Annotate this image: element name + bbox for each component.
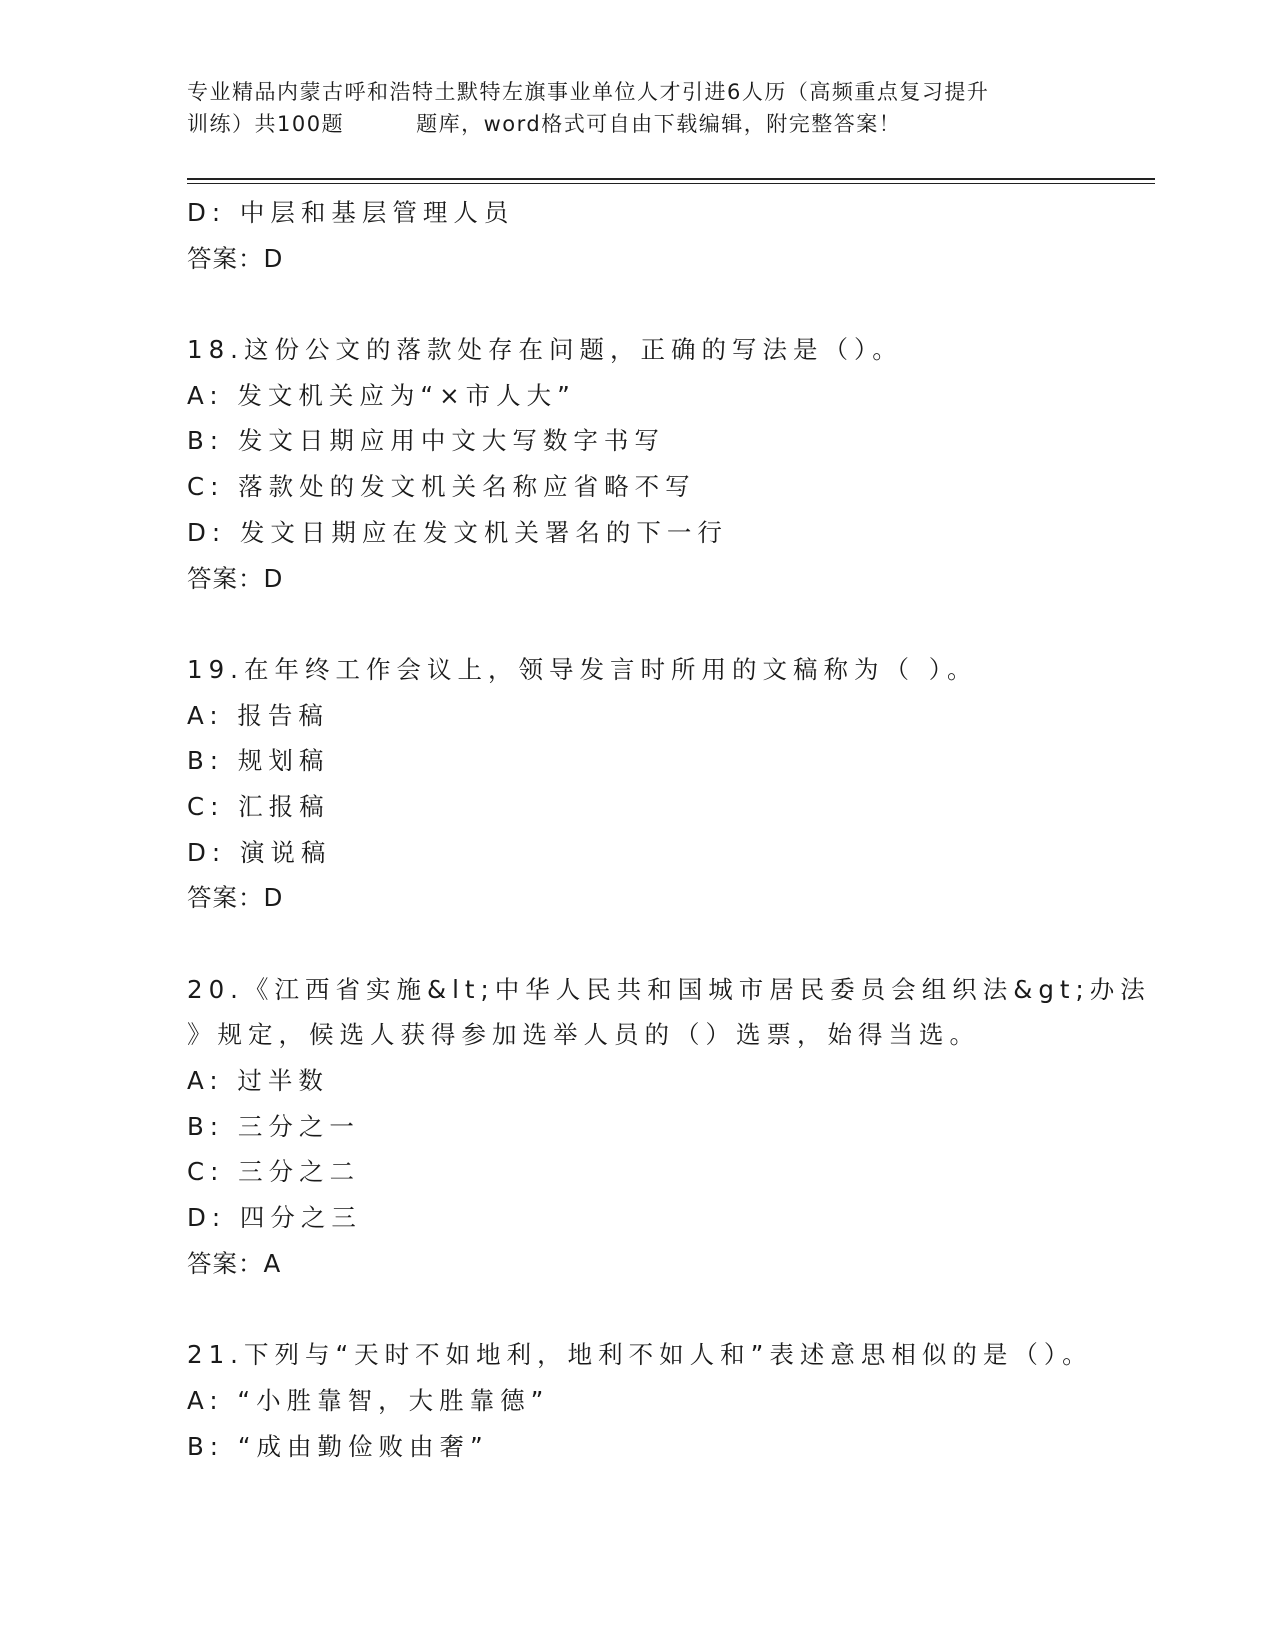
question-stem: 18.这份公文的落款处存在问题，正确的写法是（）。: [187, 335, 903, 365]
option-a: A: “小胜靠智，大胜靠德”: [187, 1385, 550, 1415]
header-divider-thick: [187, 178, 1155, 180]
option-d: D: 演说稿: [187, 837, 332, 867]
answer: 答案：A: [187, 1248, 282, 1278]
option-a: A: 发文机关应为“×市人大”: [187, 380, 576, 410]
header-title-line-1: 专业精品内蒙古呼和浩特土默特左旗事业单位人才引进6人历（高频重点复习提升: [187, 80, 990, 104]
question-stem-line-2: 》规定，候选人获得参加选举人员的（）选票，始得当选。: [187, 1020, 980, 1050]
question-stem: 21.下列与“天时不如地利，地利不如人和”表述意思相似的是（）。: [187, 1340, 1093, 1370]
question-18: [187, 327, 1147, 601]
header-title-part-a: 训练）共100题: [187, 112, 345, 136]
question-list: [187, 190, 1151, 1469]
question-stem: 19.在年终工作会议上，领导发言时所用的文稿称为（ ）。: [187, 654, 978, 684]
option-d: D: 发文日期应在发文机关署名的下一行: [187, 517, 728, 547]
option-a: A: 报告稿: [187, 700, 329, 730]
question-21: [187, 1332, 1147, 1469]
option-c: C: 落款处的发文机关名称应省略不写: [187, 472, 696, 502]
document-header: [187, 76, 1087, 140]
previous-answer: 答案：D: [187, 243, 284, 273]
question-20: [187, 967, 1151, 1287]
previous-option-d: D: 中层和基层管理人员: [187, 198, 515, 227]
question-19: [187, 647, 1147, 921]
header-title-part-b: 题库，word格式可自由下载编辑，附完整答案！: [416, 112, 902, 136]
option-d: D: 四分之三: [187, 1203, 362, 1233]
header-divider-thin: [187, 183, 1155, 184]
option-c: C: 三分之二: [187, 1157, 361, 1187]
option-b: B: 三分之一: [187, 1111, 360, 1141]
answer: 答案：D: [187, 563, 284, 593]
option-c: C: 汇报稿: [187, 791, 330, 821]
option-b: B: 发文日期应用中文大写数字书写: [187, 426, 665, 456]
question-stem-line-1: 20.《江西省实施&lt;中华人民共和国城市居民委员会组织法&gt;办法: [187, 974, 1151, 1004]
option-b: B: 规划稿: [187, 746, 330, 776]
answer: 答案：D: [187, 883, 284, 913]
header-title-line-2: [187, 108, 1087, 140]
option-b: B: “成由勤俭败由奢”: [187, 1431, 489, 1461]
option-a: A: 过半数: [187, 1066, 329, 1096]
